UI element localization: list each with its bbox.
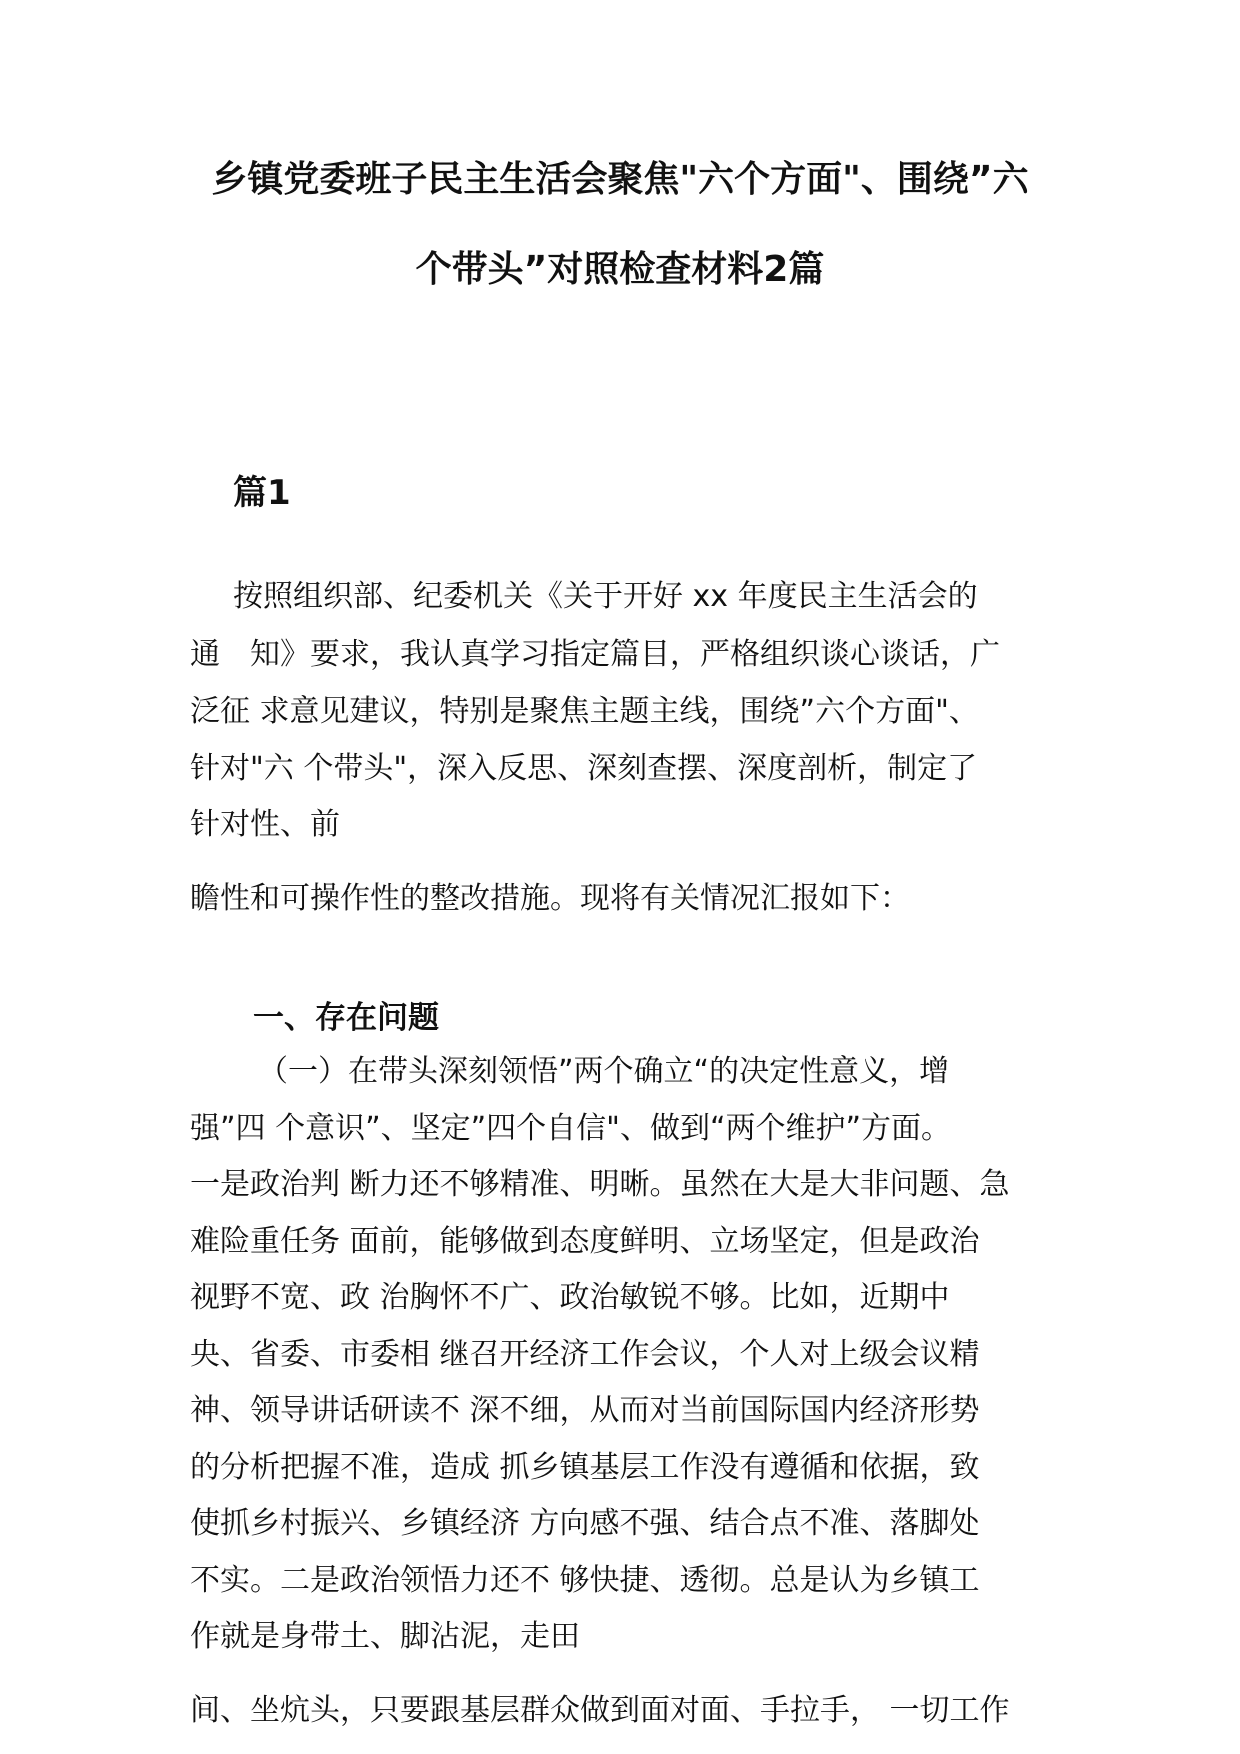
document-title-line-2: 个带头”对照检查材料2篇 [415, 249, 825, 290]
paragraph-1-line-1: 按照组织部、纪委机关《关于开好 xx 年度民主生活会的 [233, 579, 978, 614]
paragraph-3-line-10: 不实。二是政治领悟力还不 够快捷、透彻。总是认为乡镇工 [190, 1563, 980, 1598]
document-title-line-1: 乡镇党委班子民主生活会聚焦"六个方面"、围绕”六 [211, 159, 1029, 200]
paragraph-3-line-7: 神、领导讲话研读不 深不细，从而对当前国际国内经济形势 [190, 1393, 980, 1428]
paragraph-1-line-3: 泛征 求意见建议，特别是聚焦主题主线，围绕”六个方面"、 [190, 694, 979, 729]
section-heading: 一、存在问题 [253, 1000, 439, 1036]
chapter-heading: 篇1 [233, 473, 291, 513]
paragraph-1-line-4: 针对"六 个带头"，深入反思、深刻查摆、深度剖析，制定了 [190, 751, 978, 786]
paragraph-1-line-2: 通 知》要求，我认真学习指定篇目，严格组织谈心谈话，广 [190, 637, 1000, 672]
paragraph-3-line-6: 央、省委、市委相 继召开经济工作会议，个人对上级会议精 [190, 1337, 980, 1372]
paragraph-1-line-5: 针对性、前 [190, 807, 340, 842]
paragraph-3-line-4: 难险重任务 面前，能够做到态度鲜明、立场坚定，但是政治 [190, 1224, 980, 1259]
paragraph-3-line-3: 一是政治判 断力还不够精准、明晰。虽然在大是大非问题、急 [190, 1167, 1010, 1202]
paragraph-3-line-9: 使抓乡村振兴、乡镇经济 方向感不强、结合点不准、落脚处 [190, 1506, 980, 1541]
paragraph-3-line-5: 视野不宽、政 治胸怀不广、政治敏锐不够。比如，近期中 [190, 1280, 950, 1315]
paragraph-3-line-8: 的分析把握不准，造成 抓乡镇基层工作没有遵循和依据，致 [190, 1450, 980, 1485]
paragraph-3-line-1: （一）在带头深刻领悟”两个确立“的决定性意义，增 [258, 1054, 950, 1089]
paragraph-3-line-11: 作就是身带土、脚沾泥，走田 [190, 1619, 580, 1654]
paragraph-3-line-2: 强”四 个意识”、坚定”四个自信"、做到“两个维护”方面。 [190, 1111, 952, 1146]
paragraph-2-line-1: 瞻性和可操作性的整改措施。现将有关情况汇报如下： [190, 881, 910, 916]
paragraph-4-line-1: 间、坐炕头，只要跟基层群众做到面对面、手拉手， 一切工作 [190, 1693, 1010, 1728]
